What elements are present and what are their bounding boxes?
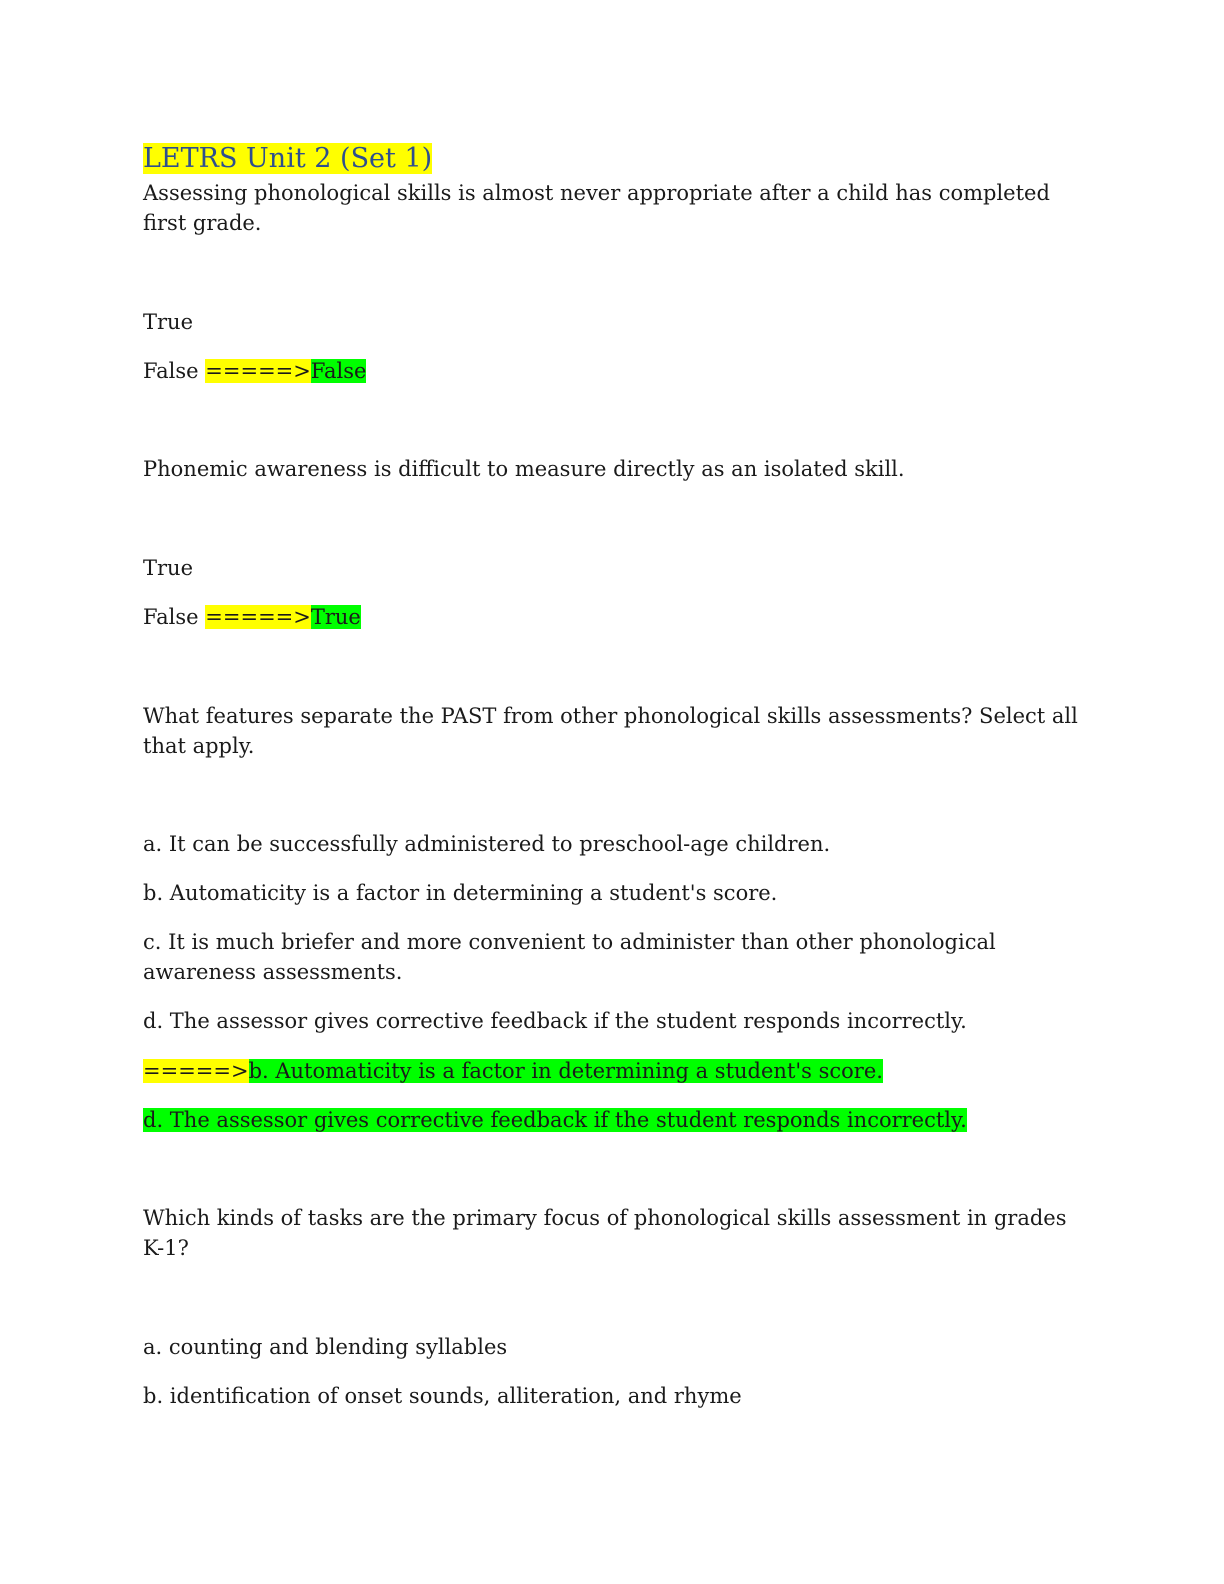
answer-arrow: =====> — [143, 1059, 249, 1083]
question-3-option-d: d. The assessor gives corrective feedback if the student responds incorrectly. — [143, 1009, 967, 1033]
question-1-option-false — [143, 356, 366, 386]
title-highlight: LETRS Unit 2 (Set 1) — [143, 143, 433, 174]
question-4-option-b: b. identification of onset sounds, alliteration, and rhyme — [143, 1384, 742, 1408]
question-2-text: Phonemic awareness is difficult to measure directly as an isolated skill. — [143, 457, 905, 481]
answer-arrow: =====> — [205, 605, 311, 629]
question-1-answer: False — [310, 359, 367, 383]
question-3-text: What features separate the PAST from other phonological skills assessments? Select all that apply. — [143, 704, 1078, 758]
question-3-answer-2 — [143, 1105, 967, 1135]
page-title — [143, 141, 432, 177]
question-4-option-a: a. counting and blending syllables — [143, 1335, 508, 1359]
question-3-answer-1 — [143, 1056, 883, 1086]
answer-arrow: =====> — [205, 359, 311, 383]
question-2-option-true: True — [143, 556, 193, 580]
question-3-option-c: c. It is much briefer and more convenient to administer than other phonological awareness assessments. — [143, 930, 996, 984]
option-false-label: False — [143, 605, 199, 629]
option-false-label: False — [143, 359, 199, 383]
question-1-text: Assessing phonological skills is almost never appropriate after a child has completed first grade. — [143, 181, 1050, 235]
question-2-option-false — [143, 602, 361, 632]
question-3-option-b: b. Automaticity is a factor in determining a student's score. — [143, 881, 778, 905]
question-3-option-a: a. It can be successfully administered to preschool-age children. — [143, 832, 831, 856]
question-2-answer: True — [310, 605, 361, 629]
answer-text: d. The assessor gives corrective feedback if the student responds incorrectly. — [143, 1108, 967, 1132]
answer-text: b. Automaticity is a factor in determining a student's score. — [248, 1059, 883, 1083]
question-4-text: Which kinds of tasks are the primary focus of phonological skills assessment in grades K-1? — [143, 1206, 1067, 1260]
question-1-option-true: True — [143, 310, 193, 334]
